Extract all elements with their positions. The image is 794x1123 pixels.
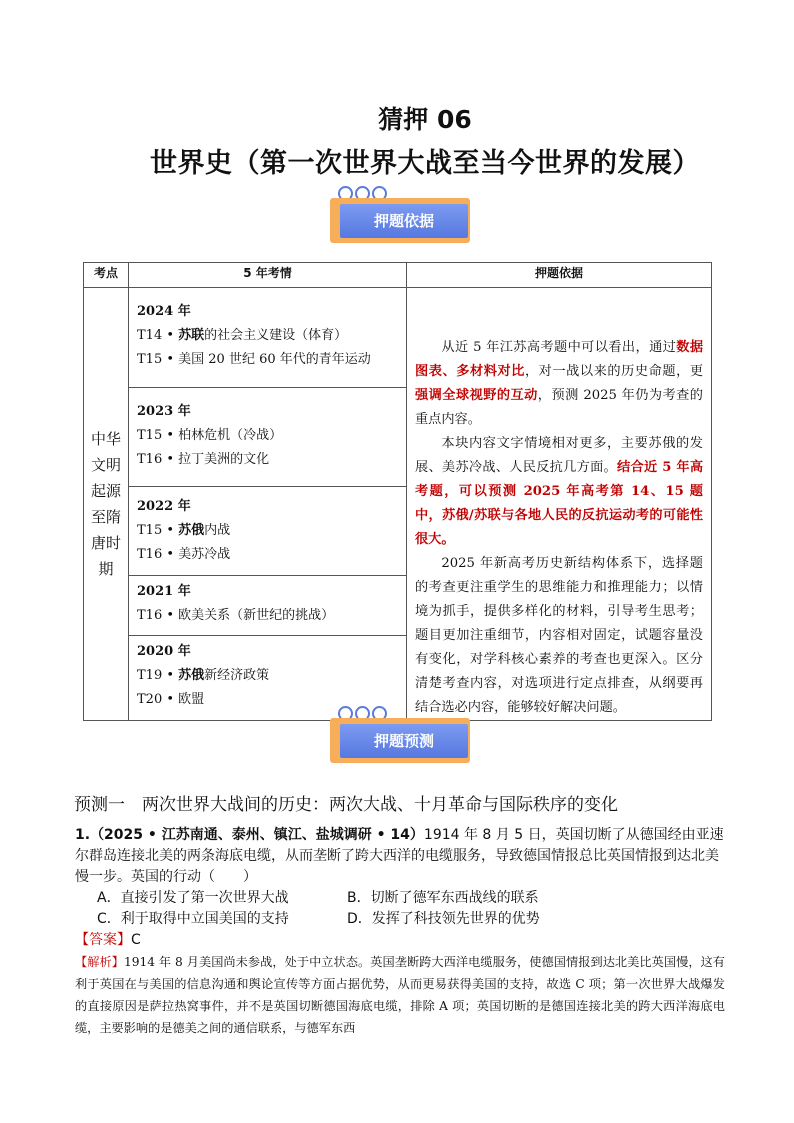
section-title: 预测一 两次世界大战间的历史：两次大战、十月革命与国际秩序的变化: [74, 795, 618, 815]
header-kaodian: 考点: [84, 263, 129, 288]
option-d: D．发挥了科技领先世界的优势: [347, 911, 540, 927]
badge-prediction: [330, 710, 470, 768]
page-subtitle: 世界史（第一次世界大战至当今世界的发展）: [150, 148, 700, 179]
badge-basis: [330, 190, 470, 248]
question-stem: 1914 年 8 月 5 日，英国切断了从德国经由亚速尔群岛连接北美的两条海底电缆，从而垄断了跨大西洋的电缆服务，导致德国情报总比英国情报到达北美慢一步。英国的行动（ ）: [75, 827, 724, 885]
option-c: C．利于取得中立国美国的支持: [97, 911, 289, 927]
year-2021: 2021 年 T16 • 欧美关系（新世纪的挑战）: [129, 576, 407, 636]
year-2024: 2024 年 T14 • 苏联的社会主义建设（体育） T15 • 美国 20 世纪 60 年代的青年运动: [129, 288, 407, 388]
year-2022: 2022 年 T15 • 苏俄内战 T16 • 美苏冷战: [129, 487, 407, 576]
option-a: A．直接引发了第一次世界大战: [97, 890, 289, 906]
question-options: [75, 888, 725, 930]
kaodian-cell: 中华文明起源至隋唐时期: [84, 288, 129, 721]
analysis: 【解析】1914 年 8 月美国尚未参战，处于中立状态。英国垄断跨大西洋电缆服务，使德国情报到达北美比英国慢，这有利于英国在与美国的信息沟通和舆论宣传等方面占据优势，从而更易获得美国的支持，故选 C 项；第一次世界大战爆发的直接原因是萨拉热窝事件，并不是英国切断德国海底电缆，排除 A 项；英国切断的是德国连接北美的跨大西洋海底电缆，主要影响的是德美之间的通信联系，与德军东西: [75, 955, 725, 1035]
page-title: 猜押 06: [378, 105, 472, 134]
question-1: [75, 825, 725, 1039]
badge-basis-label: 押题依据: [340, 204, 468, 238]
header-basis: 押题依据: [407, 263, 712, 288]
header-five-year: 5 年考情: [129, 263, 407, 288]
exam-basis-table: [83, 262, 712, 721]
year-2020: 2020 年 T19 • 苏俄新经济政策 T20 • 欧盟: [129, 636, 407, 721]
year-2023: 2023 年 T15 • 柏林危机（冷战） T16 • 拉丁美洲的文化: [129, 387, 407, 487]
basis-text: 从近 5 年江苏高考题中可以看出，通过数据图表、多材料对比，对一战以来的历史命题，更强调全球视野的互动，预测 2025 年仍为考查的重点内容。 本块内容文字情境相对更多，主要苏俄的发展、美苏冷战、人民反抗几方面。结合近 5 年高考题，可以预测 2025 年高考第 14、15 题中，苏俄/苏联与各地人民的反抗运动考的可能性很大。 2025 年新高考历史新结构体系下，选择题的考查更注重学生的思维能力和推理能力；以情境为抓手，提供多样化的材料，引导考生思考；题目更加注重细节，内容相对固定，试题容量没有变化，对学科核心素养的考查也更深入。区分清楚考查内容，对选项进行定点排查，从纲要再结合选必内容，能够较好解决问题。: [407, 288, 712, 721]
answer: 【答案】C: [75, 932, 141, 948]
question-number: 1.: [75, 827, 91, 843]
badge-prediction-label: 押题预测: [340, 724, 468, 758]
option-b: B．切断了德军东西战线的联系: [347, 890, 539, 906]
question-source: （2025 • 江苏南通、泰州、镇江、盐城调研 • 14）: [90, 827, 424, 843]
